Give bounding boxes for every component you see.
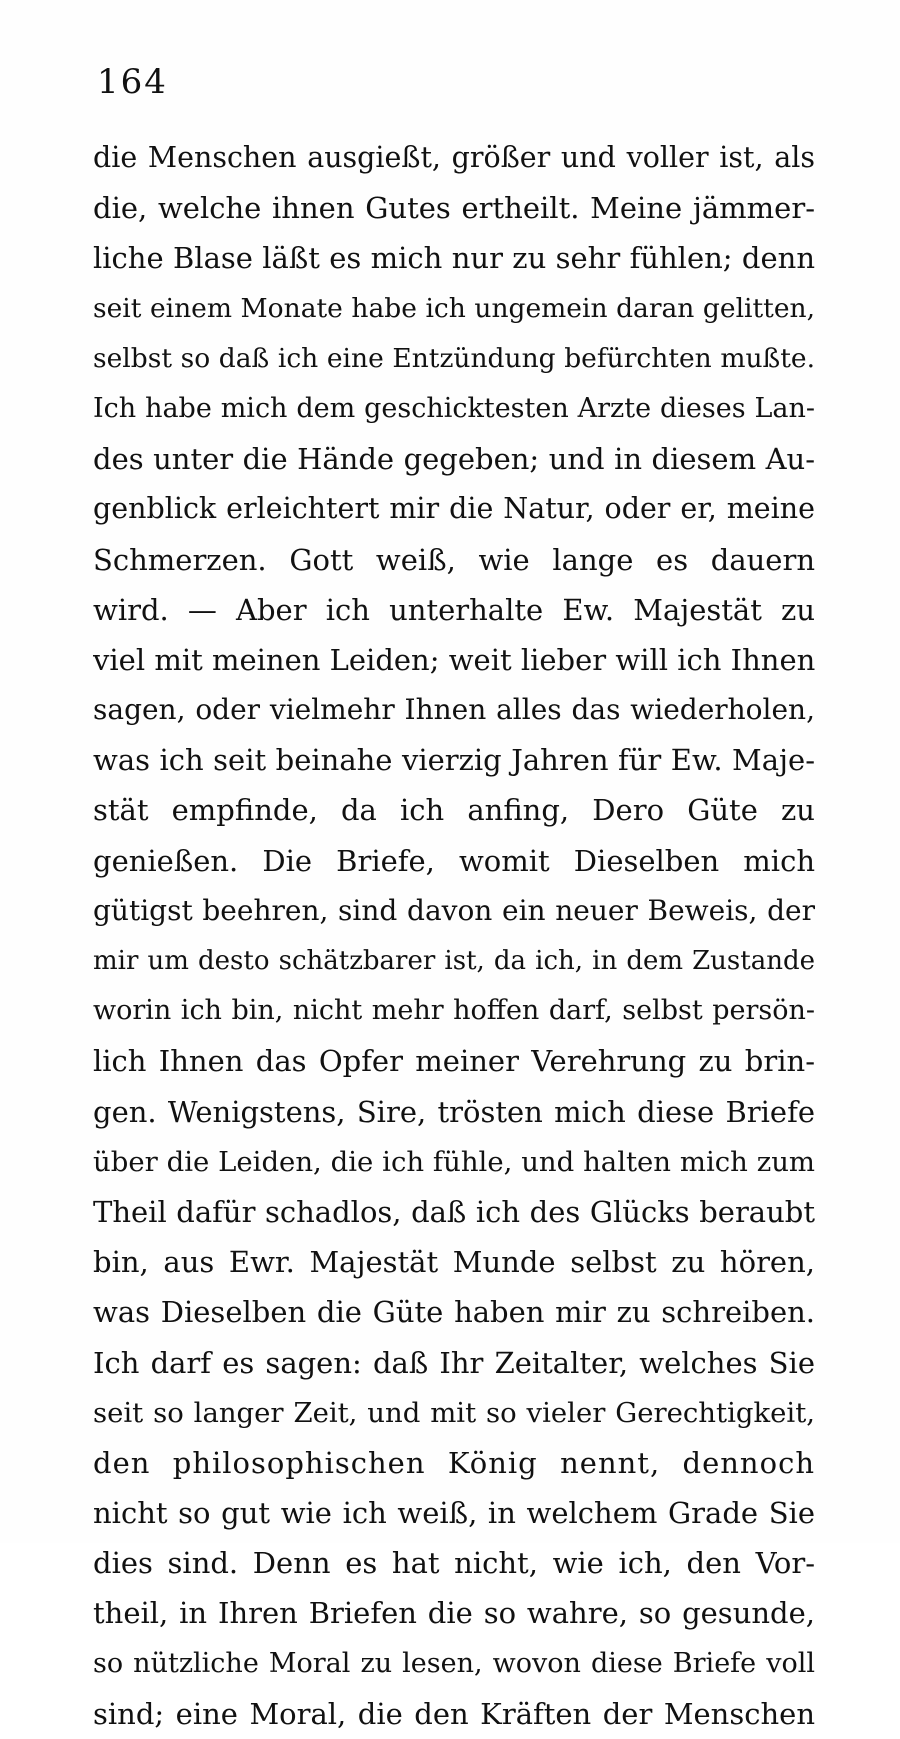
text-line: theil, in Ihren Briefen die so wahre, so gesunde,: [93, 1596, 815, 1631]
text-line: des unter die Hände gegeben; und in diesem Au-: [93, 442, 815, 477]
text-line: was Dieselben die Güte haben mir zu schreiben.: [93, 1295, 815, 1330]
text-line: über die Leiden, die ich fühle, und halten mich zum: [93, 1145, 815, 1178]
text-line: Ich darf es sagen: daß Ihr Zeitalter, welches Sie: [93, 1345, 815, 1380]
text-line: viel mit meinen Leiden; weit lieber will ich Ihnen: [93, 642, 815, 677]
text-line: was ich seit beinahe vierzig Jahren für Ew. Maje-: [93, 743, 815, 778]
text-line: liche Blase läßt es mich nur zu sehr fühlen; denn: [93, 241, 815, 276]
text-line: worin ich bin, nicht mehr hoffen darf, selbst persön-: [93, 995, 815, 1027]
text-line: sagen, oder vielmehr Ihnen alles das wiederholen,: [93, 693, 815, 727]
text-line: gen. Wenigstens, Sire, trösten mich diese Briefe: [93, 1094, 815, 1129]
text-line: gütigst beehren, sind davon ein neuer Beweis, der: [93, 893, 815, 927]
text-line: genblick erleichtert mir die Natur, oder er, meine: [93, 492, 815, 526]
body-text: [93, 133, 815, 1739]
text-line: mir um desto schätzbarer ist, da ich, in dem Zustande: [93, 946, 815, 976]
text-line: stät empfinde, da ich anfing, Dero Güte zu: [93, 793, 815, 828]
text-line: die Menschen ausgießt, größer und voller ist, als: [93, 141, 815, 174]
text-line: so nützliche Moral zu lesen, wovon diese Briefe voll: [93, 1647, 815, 1679]
text-line: sind; eine Moral, die den Kräften der Menschen: [93, 1696, 815, 1731]
text-line: genießen. Die Briefe, womit Dieselben mich: [93, 843, 815, 878]
text-line: die, welche ihnen Gutes ertheilt. Meine jämmer-: [93, 191, 815, 226]
text-line: seit so langer Zeit, und mit so vieler Gerechtigkeit,: [93, 1396, 815, 1429]
text-line: dies sind. Denn es hat nicht, wie ich, den Vor-: [93, 1546, 815, 1581]
text-line: Schmerzen. Gott weiß, wie lange es dauern: [93, 542, 815, 577]
text-line: seit einem Monate habe ich ungemein daran gelitten,: [93, 292, 815, 324]
text-line: nicht so gut wie ich weiß, in welchem Grade Sie: [93, 1496, 815, 1531]
text-line: den philosophischen König nennt, dennoch: [93, 1445, 815, 1480]
text-line: bin, aus Ewr. Majestät Munde selbst zu hören,: [93, 1245, 815, 1280]
text-line: lich Ihnen das Opfer meiner Verehrung zu brin-: [93, 1044, 815, 1079]
text-line: selbst so daß ich eine Entzündung befürchten mußte.: [93, 342, 815, 374]
text-line: Theil dafür schadlos, daß ich des Glücks beraubt: [93, 1194, 815, 1229]
text-line: wird. — Aber ich unterhalte Ew. Majestät zu: [93, 592, 815, 627]
page-number: 164: [97, 62, 168, 102]
text-line: Ich habe mich dem geschicktesten Arzte dieses Lan-: [93, 392, 815, 424]
